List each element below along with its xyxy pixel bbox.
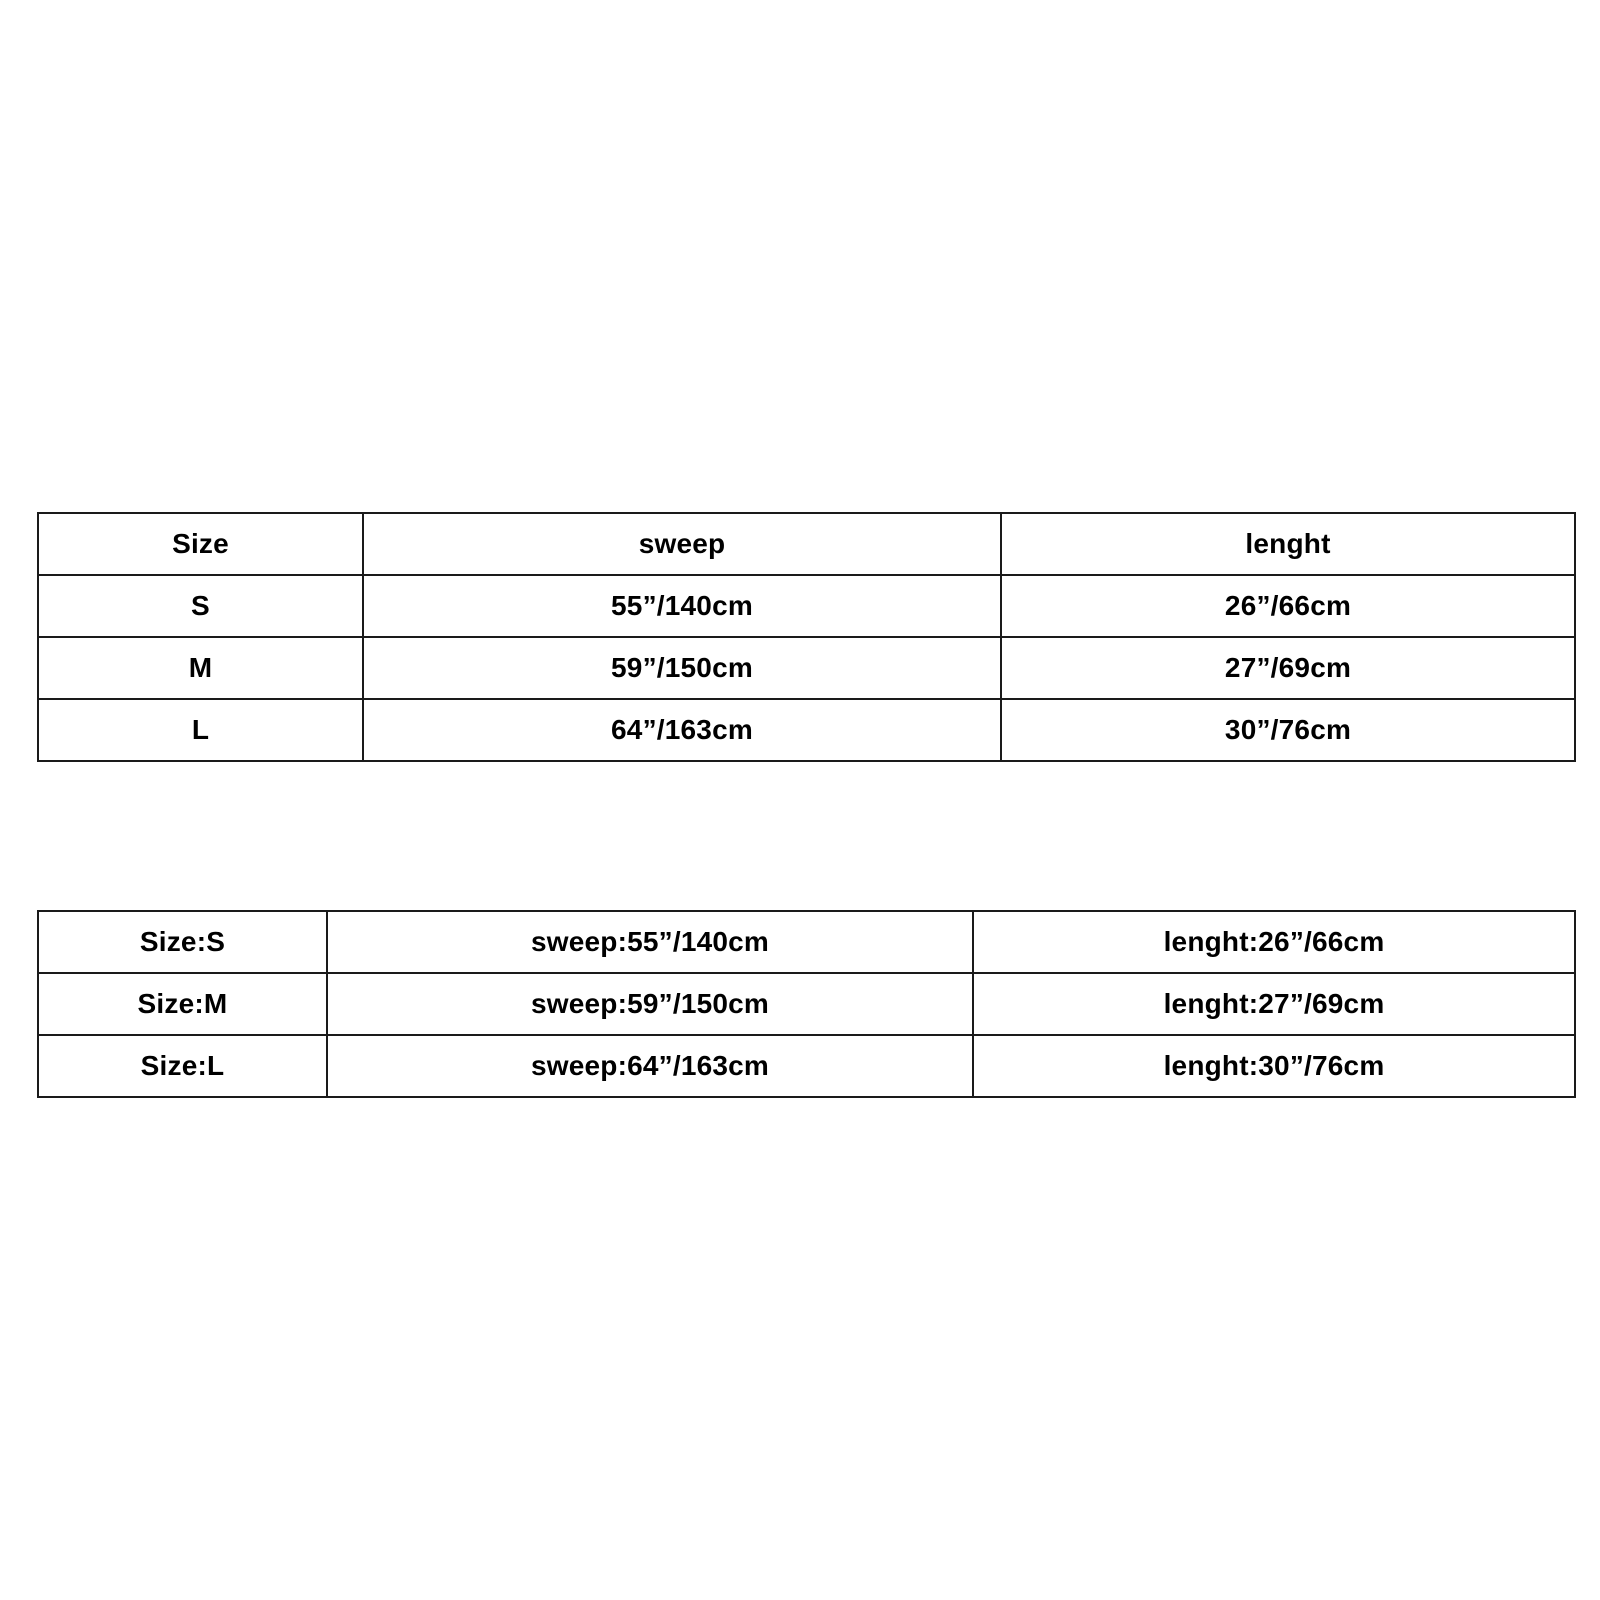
table-row bbox=[38, 637, 1575, 699]
table-cell: L bbox=[38, 699, 363, 761]
table-header-row bbox=[38, 513, 1575, 575]
table-row bbox=[38, 575, 1575, 637]
table-row bbox=[38, 1035, 1575, 1097]
table-cell: lenght:27”/69cm bbox=[973, 973, 1575, 1035]
header-size: Size bbox=[38, 513, 363, 575]
table-cell: 26”/66cm bbox=[1001, 575, 1575, 637]
table-row bbox=[38, 973, 1575, 1035]
table-cell: 30”/76cm bbox=[1001, 699, 1575, 761]
table-cell: sweep:64”/163cm bbox=[327, 1035, 973, 1097]
table-row bbox=[38, 911, 1575, 973]
table-cell: M bbox=[38, 637, 363, 699]
table-cell: 55”/140cm bbox=[363, 575, 1001, 637]
table-cell: 64”/163cm bbox=[363, 699, 1001, 761]
size-chart-table bbox=[37, 512, 1576, 762]
table-row bbox=[38, 699, 1575, 761]
table-cell: 59”/150cm bbox=[363, 637, 1001, 699]
table-cell: S bbox=[38, 575, 363, 637]
table-cell: lenght:30”/76cm bbox=[973, 1035, 1575, 1097]
table-cell: Size:M bbox=[38, 973, 327, 1035]
header-sweep: sweep bbox=[363, 513, 1001, 575]
table-cell: Size:S bbox=[38, 911, 327, 973]
table-cell: sweep:55”/140cm bbox=[327, 911, 973, 973]
table-cell: sweep:59”/150cm bbox=[327, 973, 973, 1035]
table-cell: lenght:26”/66cm bbox=[973, 911, 1575, 973]
table-cell: Size:L bbox=[38, 1035, 327, 1097]
table-cell: 27”/69cm bbox=[1001, 637, 1575, 699]
size-detail-table bbox=[37, 910, 1576, 1098]
header-lenght: lenght bbox=[1001, 513, 1575, 575]
